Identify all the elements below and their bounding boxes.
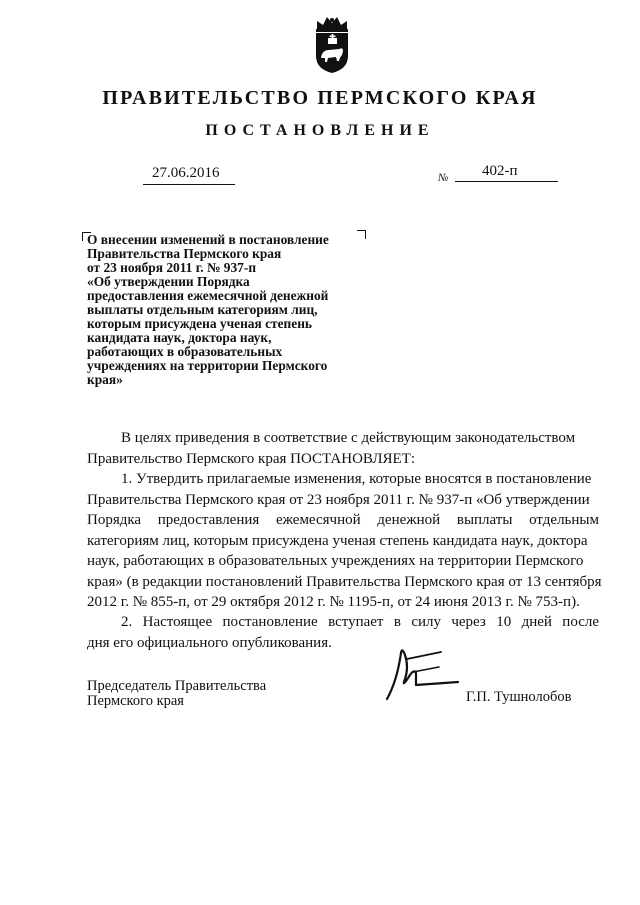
body-line: 1. Утвердить прилагаемые изменения, которые вносятся в постановление (121, 471, 592, 487)
document-subject (87, 233, 367, 387)
subject-line: О внесении изменений в постановление (87, 232, 329, 247)
subject-line: предоставления ежемесячной денежной (87, 288, 329, 303)
signer-position-line: Пермского края (87, 693, 184, 709)
subject-line: учреждениях на территории Пермского (87, 358, 328, 373)
coat-of-arms-icon (309, 14, 355, 74)
organization-title: ПРАВИТЕЛЬСТВО ПЕРМСКОГО КРАЯ (102, 87, 538, 109)
signer-position-line: Председатель Правительства (87, 678, 267, 694)
subject-line: края» (87, 372, 123, 387)
body-line: края» (в редакции постановлений Правительства Пермского края от 13 сентября (87, 573, 602, 590)
body-line: дня его официального опубликования. (87, 634, 332, 651)
number-underline (455, 181, 558, 182)
subject-line: кандидата наук, доктора наук, (87, 330, 272, 345)
body-line: 2012 г. № 855-п, от 29 октября 2012 г. № 1195-п, от 24 июня 2013 г. № 753-п). (87, 594, 580, 610)
subject-line: Правительства Пермского края (87, 246, 282, 261)
subject-line: которым присуждена ученая степень (87, 316, 312, 331)
number-sign: № (438, 172, 449, 184)
item-2-paragraph (87, 612, 599, 653)
signer-name: Г.П. Тушнолобов (466, 689, 572, 705)
body-line: Правительство Пермского края ПОСТАНОВЛЯЕТ: (87, 450, 416, 467)
body-line: категориям лиц, которым присуждена ученая степень кандидата наук, доктора (87, 532, 588, 549)
document-number: 402-п (482, 163, 518, 179)
body-line: наук, работающих в образовательных учреждениях на территории Пермского (87, 553, 584, 569)
subject-line: от 23 ноября 2011 г. № 937-п (87, 260, 257, 275)
body-line: Порядка предоставления ежемесячной денежной выплаты отдельным (87, 512, 599, 528)
body-line: 2. Настоящее постановление вступает в силу через 10 дней после (121, 614, 599, 630)
subject-line: «Об утверждении Порядка (87, 274, 250, 289)
item-1-paragraph (87, 469, 602, 613)
body-line: Правительства Пермского края от 23 ноября 2011 г. № 937-п «Об утверждении (87, 491, 590, 508)
date-underline (143, 184, 235, 185)
signer-position (87, 679, 266, 709)
document-date: 27.06.2016 (152, 165, 220, 181)
subject-line: работающих в образовательных (87, 344, 283, 359)
body-line: В целях приведения в соответствие с действующим законодательством (121, 430, 576, 446)
preamble-paragraph (87, 428, 599, 469)
document-type-title: ПОСТАНОВЛЕНИЕ (205, 122, 435, 139)
subject-line: выплаты отдельным категориям лиц, (87, 302, 318, 317)
handwritten-signature (383, 645, 463, 705)
